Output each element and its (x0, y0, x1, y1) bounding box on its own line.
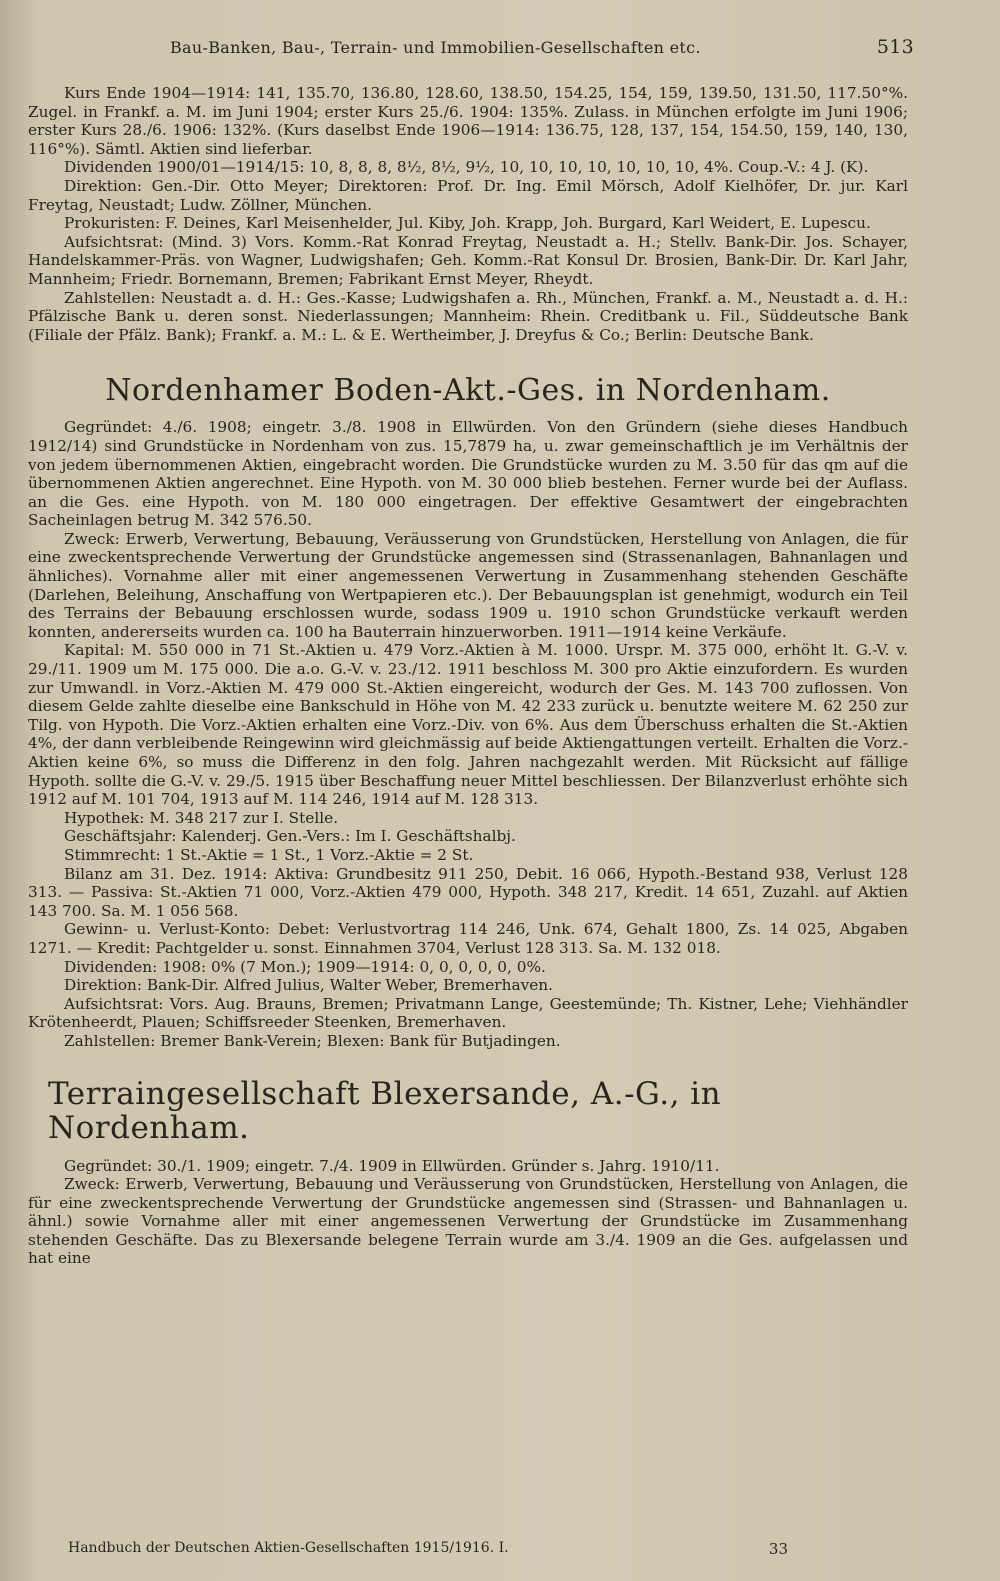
paragraph-hypothek: Hypothek: M. 348 217 zur I. Stelle. (64, 808, 339, 827)
book-title: Handbuch der Deutschen Aktien-Gesellschaften 1915/1916. I. (68, 1540, 509, 1556)
paragraph-gegruendet: Gegründet: 4./6. 1908; eingetr. 3./8. 1908 in Ellwürden. Von den Gründern (siehe dieses Handbuch 1912/14) sind Grundstücke in Nordenham von zus. 15,7879 ha, u. zwar gemeinschaftlich je im Verhältnis der von jedem übernommenen Aktien, eingebracht worden. Die Grundstücke wurden zu M. 3.50 für das qm auf die übernommenen Aktien angerechnet. Eine Hypoth. von M. 30 000 blieb bestehen. Ferner wurde bei der Auflass. an die Ges. eine Hypoth. von M. 180 000 eingetragen. Der effektive Gesamtwert der eingebrachten Sacheinlagen betrug M. 342 576.50. (28, 418, 908, 530)
section-continued-entry (28, 84, 908, 344)
paragraph-gewinn: Gewinn- u. Verlust-Konto: Debet: Verlustvortrag 114 246, Unk. 674, Gehalt 1800, Zs. 14 025, Abgaben 1271. — Kredit: Pachtgelder u. sonst. Einnahmen 3704, Verlust 128 313. Sa. M. 132 018. (28, 920, 908, 957)
running-title: Bau-Banken, Bau-, Terrain- und Immobilien-Gesellschaften etc. (170, 38, 701, 57)
page-number: 513 (876, 36, 914, 58)
paragraph-aufsichtsrat: Aufsichtsrat: (Mind. 3) Vors. Komm.-Rat Konrad Freytag, Neustadt a. H.; Stellv. Bank-Dir. Jos. Schayer, Handelskammer-Präs. von Wagner, Ludwigshafen; Geh. Komm.-Rat Konsul Dr. Brosien, Bank-Dir. Dr. Karl Jahr, Mannheim; Friedr. Bornemann, Bremen; Fabrikant Ernst Meyer, Rheydt. (28, 232, 908, 288)
paragraph-stimmrecht: Stimmrecht: 1 St.-Aktie = 1 St., 1 Vorz.-Aktie = 2 St. (64, 845, 474, 864)
paragraph-zahlstellen: Zahlstellen: Neustadt a. d. H.: Ges.-Kasse; Ludwigshafen a. Rh., München, Frankf. a. M., Neustadt a. d. H.: Pfälzische Bank u. deren sonst. Niederlassungen; Mannheim: Rhein. Creditbank u. Fil., Süddeutsche Bank (Filiale der Pfälz. Bank); Frankf. a. M.: L. & E. Wertheimber, J. Dreyfus & Co.; Berlin: Deutsche Bank. (28, 288, 908, 344)
paragraph-dividenden: Dividenden 1900/01—1914/15: 10, 8, 8, 8, 8½, 8½, 9½, 10, 10, 10, 10, 10, 10, 10, 4%. Coup.-V.: 4 J. (K). (64, 158, 869, 177)
page-header (170, 36, 914, 58)
signature-mark: 33 (768, 1540, 788, 1558)
paragraph-bilanz: Bilanz am 31. Dez. 1914: Aktiva: Grundbesitz 911 250, Debit. 16 066, Hypoth.-Bestand 938, Verlust 128 313. — Passiva: St.-Aktien 71 000, Vorz.-Aktien 479 000, Hypoth. 348 217, Kredit. 14 651, Zuzahl. auf Aktien 143 700. Sa. M. 1 056 568. (28, 864, 908, 920)
page-footer (68, 1540, 788, 1558)
paragraph-aufsichtsrat: Aufsichtsrat: Vors. Aug. Brauns, Bremen; Privatmann Lange, Geestemünde; Th. Kistner, Lehe; Viehhändler Krötenheerdt, Plauen; Schiffsreeder Steenken, Bremerhaven. (28, 994, 908, 1032)
paragraph-kapital: Kapital: M. 550 000 in 71 St.-Aktien u. 479 Vorz.-Aktien à M. 1000. Urspr. M. 375 000, erhöht lt. G.-V. v. 29./11. 1909 um M. 175 000. Die a.o. G.-V. v. 23./12. 1911 beschloss M. 300 pro Aktie einzufordern. Es wurden zur Umwandl. in Vorz.-Aktien M. 479 000 St.-Aktien eingereicht, wodurch der Ges. M. 143 700 zuflossen. Von diesem Gelde zahlte dieselbe eine Bankschuld in Höhe von M. 42 233 zurück u. benutzte weitere M. 62 250 zur Tilg. von Hypoth. Die Vorz.-Aktien erhalten eine Vorz.-Div. von 6%. Aus dem Überschuss erhalten die St.-Aktien 4%, der dann verbleibende Reingewinn wird gleichmässig auf beide Aktiengattungen verteilt. Erhalten die Vorz.-Aktien keine 6%, so muss die Differenz in den folg. Jahren nachgezahlt werden. Mit Rücksicht auf fällige Hypoth. sollte die G.-V. v. 29./5. 1915 über Beschaffung neuer Mittel beschliessen. Der Bilanzverlust erhöhte sich 1912 auf M. 101 704, 1913 auf M. 114 246, 1914 auf M. 128 313. (28, 641, 908, 809)
paragraph-geschaeftsjahr: Geschäftsjahr: Kalenderj. Gen.-Vers.: Im I. Geschäftshalbj. (64, 827, 516, 846)
company-title: Terraingesellschaft Blexersande, A.-G., in Nordenham. (48, 1075, 722, 1146)
paragraph-kurs: Kurs Ende 1904—1914: 141, 135.70, 136.80, 128.60, 138.50, 154.25, 154, 159, 139.50, 131.50, 117.50°%. Zugel. in Frankf. a. M. im Juni 1904; erster Kurs 25./6. 1904: 135%. Zulass. in München erfolgte im Juni 1906; erster Kurs 28./6. 1906: 132%. (Kurs daselbst Ende 1906—1914: 136.75, 128, 137, 154, 154.50, 159, 140, 130, 116°%). Sämtl. Aktien sind lieferbar. (28, 84, 908, 158)
section-blexersande (28, 1077, 908, 1269)
section-nordenhamer (28, 374, 908, 1050)
paragraph-dividenden: Dividenden: 1908: 0% (7 Mon.); 1909—1914: 0, 0, 0, 0, 0, 0%. (64, 957, 546, 976)
paragraph-prokuristen: Prokuristen: F. Deines, Karl Meisenhelder, Jul. Kiby, Joh. Krapp, Joh. Burgard, Karl Weidert, E. Lupescu. (64, 214, 871, 233)
paragraph-zahlstellen: Zahlstellen: Bremer Bank-Verein; Blexen: Bank für Butjadingen. (64, 1031, 561, 1050)
page-content (28, 84, 908, 1268)
paragraph-direktion: Direktion: Bank-Dir. Alfred Julius, Walter Weber, Bremerhaven. (64, 976, 553, 995)
paragraph-direktion: Direktion: Gen.-Dir. Otto Meyer; Direktoren: Prof. Dr. Ing. Emil Mörsch, Adolf Kielhöfer, Dr. jur. Karl Freytag, Neustadt; Ludw. Zöllner, München. (28, 176, 908, 214)
company-title: Nordenhamer Boden-Akt.-Ges. in Nordenham. (105, 373, 831, 409)
paragraph-gegruendet: Gegründet: 30./1. 1909; eingetr. 7./4. 1909 in Ellwürden. Gründer s. Jahrg. 1910/11. (64, 1156, 720, 1175)
paragraph-zweck: Zweck: Erwerb, Verwertung, Bebauung und Veräusserung von Grundstücken, Herstellung von Anlagen, die für eine zweckentsprechende Verwertung der Grundstücke angemessen sind (Strassen- und Bahnanlagen u. ähnl.) sowie Vornahme aller mit einer angemessenen Verwertung der Grundstücke im Zusammenhang stehenden Geschäfte. Das zu Blexersande belegene Terrain wurde am 3./4. 1909 an die Ges. aufgelassen und hat eine (28, 1175, 908, 1268)
paragraph-zweck: Zweck: Erwerb, Verwertung, Bebauung, Veräusserung von Grundstücken, Herstellung von Anlagen, die für eine zweckentsprechende Verwertung der Grundstücke angemessen sind (Strassenanlagen, Bahnanlagen und ähnliches). Vornahme aller mit einer angemessenen Verwertung in Zusammenhang stehenden Geschäfte (Darlehen, Beleihung, Anschaffung von Wertpapieren etc.). Der Bebauungsplan ist genehmigt, wodurch ein Teil des Terrains der Bebauung erschlossen wurde, sodass 1909 u. 1910 schon Grundstücke verkauft werden konnten, andererseits wurden ca. 100 ha Bauterrain hinzuerworben. 1911—1914 keine Verkäufe. (28, 529, 908, 641)
